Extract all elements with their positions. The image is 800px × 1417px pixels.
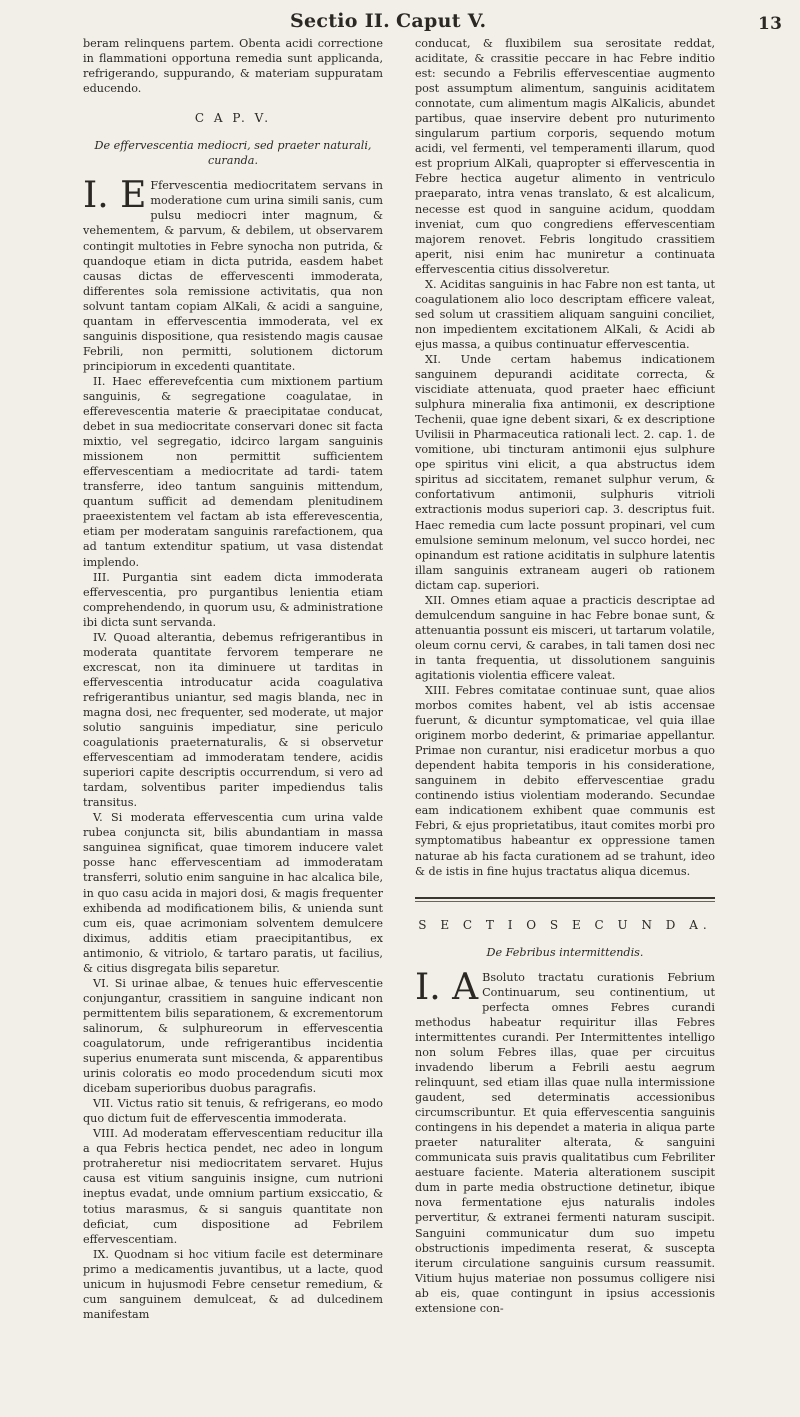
paragraph-7: VII. Victus ratio sit tenuis, & refrigerans, eo modo quo dictum fuit de effervescentia immoderata. (83, 1097, 383, 1126)
paragraph-10: X. Aciditas sanguinis in hac Fabre non est tanta, ut coagulationem alio loco descriptam efficere valeat, sed solum ut crassitiem aliquam sanguini conciliet, non impedientem excitationem AlKali, & Acidi ab ejus massa, a quibus continuatur effervescentia. (415, 277, 715, 351)
paragraph-12: XII. Omnes etiam aquae a practicis descriptae ad demulcendum sanguine in hac Febre bonae sunt, & attenuantia possunt eis misceri, ut tartarum volatile, oleum cornu cervi, & carabes, in tali tamen dosi nec in tanta frequentia, ut dissolutionem sanguinis agitationis violentia efficere valeat. (415, 593, 715, 682)
section-subtitle: De Febribus intermittendis. (486, 945, 644, 959)
chapter-running-title: Caput V. (396, 10, 487, 32)
drop-cap: I. A (415, 966, 479, 1008)
paragraph-1 (83, 175, 383, 374)
section-divider (415, 897, 715, 899)
section-divider-thin (415, 901, 715, 902)
chapter-heading: C A P. V. (194, 111, 272, 126)
section-heading: S E C T I O S E C U N D A. (418, 917, 712, 932)
chapter-subtitle: De effervescentia mediocri, sed praeter naturali, curanda. (94, 139, 372, 168)
section-paragraph-1 (415, 966, 715, 1316)
paragraph-9: IX. Quodnam si hoc vitium facile est determinare primo a medicamentis juvantibus, ut a lacte, quod unicum in hujusmodi Febre censetur remedium, & cum sanguinem demulceat, & ad dulcedinem manifestam (83, 1247, 383, 1321)
paragraph-4: IV. Quoad alterantia, debemus refrigerantibus in moderata quantitate fervorem temperare ne excrescat, non ita diminuere ut tarditas in effervescentia introducatur acida coagulativa refrigerantibus uniantur, sed magis blanda, nec in magna dosi, nec frequenter, sed moderate, ut major solutio sanguinis impediatur, sine periculo coagulationis praeternaturalis, & si observetur effervescentiam ad immoderatam tendere, acidis superiori capite descriptis occurrendum, si vero ad tardam, solventibus pariter impediendus talis transitus. (83, 630, 383, 810)
left-column (83, 36, 383, 1322)
right-column (415, 36, 715, 1316)
paragraph-5: V. Si moderata effervescentia cum urina valde rubea conjuncta sit, bilis abundantiam in massa sanguinea significat, quae timorem inducere valet posse hanc effervescentiam ad immoderatam transferri, solutio enim sanguine in hac alcalica bile, in quo casu acida in majori dosi, & magis frequenter exhibenda ad modificationem bilis, & unienda sunt cum eis, quae acrimoniam solventem demulcere diximus, additis etiam praecipitantibus, ex antimonio, & vitriolo, & tartaro paratis, ut facilius, & citius disgregata bilis separetur. (83, 811, 383, 975)
paragraph-3: III. Purgantia sint eadem dicta immoderata effervescentia, pro purgantibus lenientia etiam comprehendendo, in quorum usu, & administratione ibi dicta sunt servanda. (83, 570, 383, 629)
paragraph-1-text: Ffervescentia mediocritatem servans in moderatione cum urina simili sanis, cum pulsu mediocri inter magnum, & vehementem, & parvum, & debilem, ut observarem contingit multoties in Febre synocha non putrida, & quandoque etiam in dicta putrida, easdem habet causas dictas de effervescenti immoderata, differentes sola remissione activitatis, qua non solvunt tantam copiam AlKali, & acidi a sanguine, quantam in effervescentia immoderata, vel ex sanguinis dispositione, qua resistendo magis causae Febrili, non permitti, solutionem dictorum principiorum in excedenti quantitate. (83, 179, 383, 373)
section-paragraph-1-text: Bsoluto tractatu curationis Febrium Continuarum, seu continentium, ut perfecta omnes Febres curandi methodus habeatur requiritur illas Febres intermittentes curandi. Per Intermittentes intelligo non solum Febres illas, quae per circuitus invadendo liberum a Febrili aestu aegrum relinquunt, sed etiam illas quae nulla intermissione gaudent, sed determinatis accessionibus circumscribuntur. Et quia effervescentia sanguinis contingens in his dependet a materia in aliqua parte praeter naturaliter alterata, & sanguini communicata suis pravis qualitatibus cum Febriliter aestuare faciente. Materia alterationem suscipit dum in parte media obstructione detinetur, ibique nova fermentatione ejus naturalis indoles pervertitur, & extranei fermenti naturam suscipit. Sanguini communicatur dum suo impetu obstructionis impedimenta reserat, & suscepta iterum circulatione sanguinis cursum reassumit. Vitium hujus materiae non possumus colligere nisi ab eis, quae contingunt in ipsius accessionis extensione con- (415, 970, 715, 1315)
paragraph-2: II. Haec efferevefcentia cum mixtionem partium sanguinis, & segregatione coagulatae, in efferevescentia materie & praecipitatae conducat, debet in sua mediocritate conservari donec sit facta mixtio, vel segregatio, idcirco largam sanguinis missionem non permittit sufficientem effervescentiam a mediocritate ad tardi- tatem transferre, ideo tantum sanguinis mittendum, quantum sufficit ad demendam plenitudinem praeexistentem vel factam ab ista efferevescentia, etiam per moderatam sanguinis rarefactionem, qua ad tantum extenditur spatium, ut vasa distendat implendo. (83, 374, 383, 569)
intro-paragraph: beram relinquens partem. Obenta acidi correctione in flammationi opportuna remedia sunt applicanda, refrigerando, suppurando, & materiam suppuratam educendo. (83, 37, 383, 96)
paragraph-6: VI. Si urinae albae, & tenues huic effervescentie conjungantur, crassitiem in sanguine indicant non permittentem bilis separationem, & excrementorum salinorum, & sulphureorum in effervescentia coagulatorum, unde refrigerantibus incidentia superius enumerata sunt miscenda, & apparentibus urinis coloratis eo modo procedendum sicuti mox dicebam superioribus duobus paragrafis. (83, 976, 383, 1096)
drop-cap: I. E (83, 175, 147, 217)
paragraph-continued: conducat, & fluxibilem sua serositate reddat, aciditate, & crassitie peccare in hac Febre inditio est: secundo a Febrilis effervescentiae augmento post assumptum alimentum, sanguinis aciditatem connotate, cum alimentum magis AlKalicis, abundet partibus, quae inservire debent pro nuturimento singularum partium corporis, sequendo motum acidi, vel fermenti, vel temperamenti illarum, quod est proprium AlKali, quapropter si effervescentia in Febre hectica augetur alimento in ventriculo praeparato, intra venas translato, & est alcalicum, necesse est quod in sanguine acidum, quoddam inveniat, cum quo congrediens effervescentiam majorem renovet. Febris longitudo crassitiem aperit, nisi enim hac muniretur a continuata effervescentia citius dissolveretur. (415, 37, 715, 276)
paragraph-11: XI. Unde certam habemus indicationem sanguinem depurandi aciditate correcta, & viscidiate attenuata, quod praeter haec efficiunt sulphura mineralia fixa antimonii, ex descriptione Techenii, quae igne debent sixari, & ex descriptione Uvilisii in Pharmaceutica rationali lect. 2. cap. 1. de vomitione, ubi tincturam antimonii ejus sulphure ope spiritus vini elicit, a qua abstructus idem spiritus ad siccitatem, remanet sulphur verum, & confortativum antimonii, sulphuris vitrioli extractionis modus superiori cap. 3. descriptus fuit. Haec remedia cum lacte possunt propinari, vel cum emulsione seminum melonum, vel succo hordei, nec opinandum est ratione aciditatis in sulphure latentis illam sanguinis extraneam augeri ob rationem dictam cap. superiori. (415, 352, 715, 592)
running-head (0, 10, 800, 36)
page-number: 13 (758, 14, 783, 34)
section-running-title: Sectio II. (289, 10, 390, 32)
paragraph-8: VIII. Ad moderatam effervescentiam reducitur illa a qua Febris hectica pendet, nec adeo in longum protraheretur nisi mediocritatem servaret. Hujus causa est vitium sanguinis insigne, cum nutrioni ineptus evadat, unde omnium partium exsiccatio, & totius marasmus, & si sanguis quantitate non deficiat, cum dispositione ad Febrilem effervescentiam. (83, 1127, 383, 1246)
paragraph-13: XIII. Febres comitatae continuae sunt, quae alios morbos comites habent, vel ab istis accensae fuerunt, & dicuntur symptomaticae, vel quia illae originem morbo dederint, & primariae appellantur. Primae non curantur, nisi eradicetur morbus a quo dependent habita temporis in his consideratione, sanguinem in debito effervescentiae gradu continendo istius violentiam moderando. Secundae eam indicationem exhibent quae communis est Febri, & ejus proprietatibus, itaut comites morbi pro symptomatibus habeantur ex oppressione tamen naturae ab his facta curationem ad se trahunt, ideo & de istis in fine hujus tractatus aliqua dicemus. (415, 684, 715, 878)
